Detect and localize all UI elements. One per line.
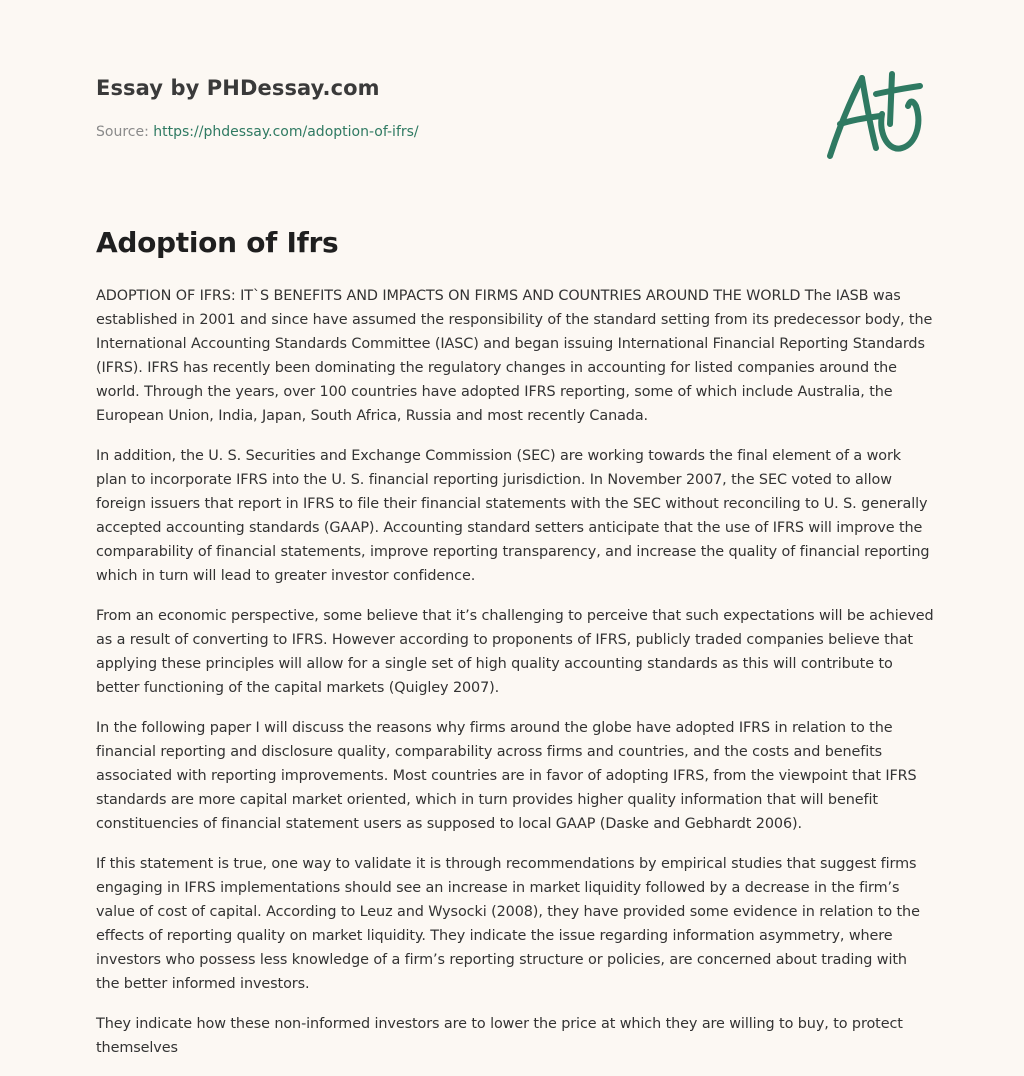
essay-body — [96, 284, 934, 1076]
essay-title: Adoption of Ifrs — [96, 226, 339, 259]
essay-paragraph: ADOPTION OF IFRS: IT`S BENEFITS AND IMPACTS ON FIRMS AND COUNTRIES AROUND THE WORLD The IASB was established in 2001 and since have assumed the responsibility of the standard setting from its predecessor body, the International Accounting Standards Committee (IASC) and began issuing International Financial Reporting Standards (IFRS). IFRS has recently been dominating the regulatory changes in accounting for listed companies around the world. Through the years, over 100 countries have adopted IFRS reporting, some of which include Australia, the European Union, India, Japan, South Africa, Russia and most recently Canada. — [96, 288, 933, 424]
site-title: Essay by PHDessay.com — [96, 76, 380, 100]
source-link[interactable]: https://phdessay.com/adoption-of-ifrs/ — [153, 124, 419, 140]
essay-paragraph: If this statement is true, one way to validate it is through recommendations by empirical studies that suggest firms engaging in IFRS implementations should see an increase in market liquidity followed by a decrease in the firm’s value of cost of capital. According to Leuz and Wysocki (2008), they have provided some evidence in relation to the effects of reporting quality on market liquidity. They indicate the issue regarding information asymmetry, where investors who possess less knowledge of a firm’s reporting structure or policies, are concerned about trading with the better informed investors. — [96, 856, 920, 992]
essay-paragraph: In addition, the U. S. Securities and Exchange Commission (SEC) are working towards the final element of a work plan to incorporate IFRS into the U. S. financial reporting jurisdiction. In November 2007, the SEC voted to allow foreign issuers that report in IFRS to file their financial statements with the SEC without reconciling to U. S. generally accepted accounting standards (GAAP). Accounting standard setters anticipate that the use of IFRS will improve the comparability of financial statements, improve reporting transparency, and increase the quality of financial reporting which in turn will lead to greater investor confidence. — [96, 448, 930, 584]
essay-paragraph: In the following paper I will discuss the reasons why firms around the globe have adopted IFRS in relation to the financial reporting and disclosure quality, comparability across firms and countries, and the costs and benefits associated with reporting improvements. Most countries are in favor of adopting IFRS, from the viewpoint that IFRS standards are more capital market oriented, which in turn provides higher quality information that will benefit constituencies of financial statement users as supposed to local GAAP (Daske and Gebhardt 2006). — [96, 720, 917, 832]
essay-paragraph: From an economic perspective, some believe that it’s challenging to perceive that such expectations will be achieved as a result of converting to IFRS. However according to proponents of IFRS, publicly traded companies believe that applying these principles will allow for a single set of high quality accounting standards as this will contribute to better functioning of the capital markets (Quigley 2007). — [96, 608, 934, 696]
essay-paragraph: They indicate how these non-informed investors are to lower the price at which they are willing to buy, to protect themselves — [96, 1016, 903, 1056]
source-line — [96, 124, 419, 140]
source-label: Source: — [96, 124, 154, 140]
a-plus-logo-icon — [820, 66, 930, 166]
